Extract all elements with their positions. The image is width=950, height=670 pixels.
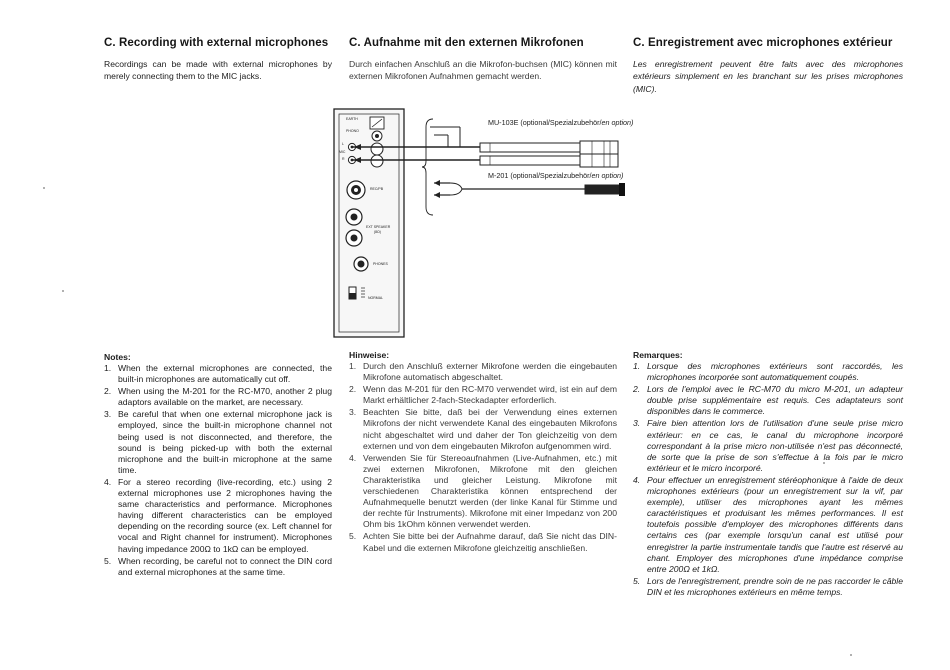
earth-label: EARTH bbox=[346, 117, 358, 121]
mic-label: MIC bbox=[339, 150, 346, 154]
mic-r-label: R bbox=[342, 157, 345, 161]
english-title: C. Recording with external microphones bbox=[104, 37, 329, 49]
scan-dot bbox=[823, 462, 825, 464]
note-item: 4. For a stereo recording (live-recording, etc.) using 2 external microphones use 2 microphones having the same characteristics and performance. Microphones having different characteristics can be employed depending on the recording source (ex. Left channel for vocal and Right channel for instrument). Microphones having impedance 200Ω to 1kΩ can be employed. bbox=[104, 476, 332, 554]
phono-label: PHONO bbox=[346, 129, 359, 133]
microphone-m201 bbox=[434, 180, 625, 198]
note-item: 5. Achten Sie bitte bei der Aufnahme darauf, daß Sie nicht das DIN-Kabel und die externen Mikrofone gleichzeitig anschließen. bbox=[349, 531, 617, 553]
french-title: C. Enregistrement avec microphones extérieur bbox=[633, 37, 893, 49]
german-title: C. Aufnahme mit den externen Mikrofonen bbox=[349, 37, 584, 49]
english-intro: Recordings can be made with external microphones by merely connecting them to the MIC jacks. bbox=[104, 59, 332, 82]
french-intro: Les enregistrement peuvent être faits avec des microphones extérieurs simplement en les branchant sur les prises microphones (MIC). bbox=[633, 59, 903, 94]
scan-dot bbox=[850, 654, 852, 656]
note-item: 5. Lors de l'enregistrement, prendre soin de ne pas raccorder le câble DIN et les microphones extérieurs en même temps. bbox=[633, 575, 903, 597]
connection-diagram bbox=[330, 105, 670, 345]
german-notes bbox=[349, 350, 617, 555]
note-item: 2. Lors de l'emploi avec le RC-M70 du micro M-201, un adapteur double prise supplémentaire est requis. Ces adaptateurs sont disponibles dans le commerce. bbox=[633, 384, 903, 417]
note-item: 1. Durch den Anschluß externer Mikrofone werden die eingebauten Mikrofone automatisch abgeschaltet. bbox=[349, 361, 617, 383]
german-notes-title: Hinweise: bbox=[349, 350, 390, 360]
note-item: 3. Faire bien attention lors de l'utilisation d'une seule prise micro extérieur: en ce cas, le canal du microphone incorporé correspondant à la prise micro non-utilisée n'est pas déconnecté, de sorte que la prise de son s'effectue à la fois par le micro extérieur et le micro incorporé. bbox=[633, 418, 903, 473]
phones-label: PHONES bbox=[373, 262, 388, 266]
note-item: 1. Lorsque des microphones extérieurs sont raccordés, les microphones incorporée sont automatiquement coupés. bbox=[633, 361, 903, 383]
note-item: 3. Beachten Sie bitte, daß bei der Verwendung eines externen Mikrofons der nicht verwendete Kanal des eingebauten Mikrofons nicht abgeschaltet wird und daher der Ton gleichzeitig von dem externen und von dem eingebauten Mikrofon aufgenommen wird. bbox=[349, 407, 617, 451]
ext-speaker-label: EXT SPEAKER bbox=[366, 225, 391, 229]
german-column bbox=[349, 37, 617, 83]
normal-label: NORMAL bbox=[368, 296, 383, 300]
note-item: 2. When using the M-201 for the RC-M70, another 2 plug adaptors available on the market, are necessary. bbox=[104, 386, 332, 408]
note-item: 1. When the external microphones are connected, the built-in microphones are automatically cut off. bbox=[104, 363, 332, 385]
english-column bbox=[104, 37, 332, 83]
side-panel bbox=[334, 109, 404, 337]
mu103e-label: MU-103E (optional/Spezialzubehör/en option) bbox=[488, 118, 634, 127]
scan-dot bbox=[62, 290, 64, 292]
german-intro: Durch einfachen Anschluß an die Mikrofon-buchsen (MIC) können mit externen Mikrofonen Aufnahmen gemacht werden. bbox=[349, 59, 617, 82]
english-notes-list bbox=[104, 363, 332, 578]
m201-label: M-201 (optional/Spezialzubehör/en option) bbox=[488, 171, 624, 180]
french-notes bbox=[633, 350, 903, 599]
microphone-mu103e-1 bbox=[480, 141, 618, 154]
english-notes bbox=[104, 352, 332, 579]
ext-speaker-ohm-label: (8Ω) bbox=[374, 230, 381, 234]
note-item: 2. Wenn das M-201 für den RC-M70 verwendet wird, ist ein auf dem Markt erhältlicher 2-fach-Steckadapter erforderlich. bbox=[349, 384, 617, 406]
english-notes-title: Notes: bbox=[104, 352, 131, 362]
note-item: 4. Verwenden Sie für Stereoaufnahmen (Live-Aufnahmen, etc.) mit zwei externen Mikrofonen, Mikrofone mit den gleichen Charakteristika und gleicher Leistung. Mikrofone mit verschiedenen Charakteristika können entsprechend der Aufnahmequelle benutzt werden (der linke Kanal für Stimme und der rechte für Instruments). Mikrofone mit einer Impedanz von 200 Ohm bis 1kOhm können verwendet werden. bbox=[349, 452, 617, 530]
note-item: 3. Be careful that when one external microphone jack is employed, since the built-in microphone channel not being used is not disconnected, and therefore, the sound is being picked-up with both the external microphone and the built-in microphone at the same time. bbox=[104, 409, 332, 475]
french-notes-title: Remarques: bbox=[633, 350, 683, 360]
rec-pb-label: REC/PB bbox=[370, 187, 384, 191]
note-item: 5. When recording, be careful not to connect the DIN cord and external microphones at the same time. bbox=[104, 555, 332, 577]
microphone-mu103e-2 bbox=[480, 154, 618, 167]
german-notes-list bbox=[349, 361, 617, 554]
note-item: 4. Pour effectuer un enregistrement stéréophonique à l'aide de deux microphones extérieurs (pour un enregistrement sur la vif, par exemple), utiliser des microphones ayant les mêmes caractéristiques et produisant les mêmes performances. Il est toutefois possible d'employer des microphones différents dans certains ces (par exemple lorsqu'un canal est utilisé pour enregistrer la partie instrumentale tandis que l'autre est réservé au chant. Employer des microphones d'une impédance comprise entre 200Ω et 1kΩ. bbox=[633, 474, 903, 574]
mic-l-label: L bbox=[342, 142, 344, 146]
french-column bbox=[633, 37, 903, 95]
french-notes-list bbox=[633, 361, 903, 598]
scan-dot bbox=[43, 187, 45, 189]
bracket bbox=[422, 119, 433, 215]
